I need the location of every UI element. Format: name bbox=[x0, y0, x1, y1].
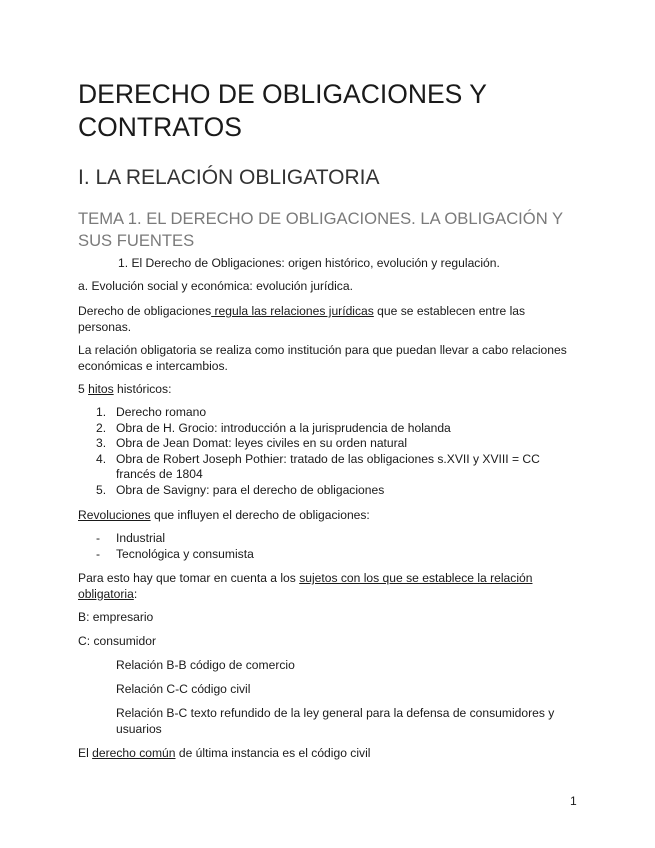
hitos-intro-underlined: hitos bbox=[88, 382, 114, 396]
relacion-bc: Relación B-C texto refundido de la ley general para la defensa de consumidores y usuarios bbox=[116, 706, 555, 736]
list-item-text: Derecho romano bbox=[116, 405, 207, 419]
list-item-number: 2. bbox=[96, 420, 107, 435]
subpoint-a: a. Evolución social y económica: evolución jurídica. bbox=[78, 279, 353, 293]
section-heading: I. LA RELACIÓN OBLIGATORIA bbox=[78, 166, 380, 189]
sujeto-consumidor: C: consumidor bbox=[78, 634, 156, 648]
list-dash: - bbox=[96, 546, 101, 561]
sujetos-paragraph bbox=[78, 571, 578, 602]
list-item-text: Industrial bbox=[116, 531, 166, 545]
revoluciones-rest: que influyen el derecho de obligaciones: bbox=[150, 508, 370, 522]
list-item-number: 1. bbox=[96, 405, 107, 419]
list-item bbox=[78, 452, 578, 483]
list-item-number: 3. bbox=[96, 436, 107, 450]
list-item bbox=[78, 436, 578, 452]
list-item bbox=[78, 421, 578, 437]
hitos-intro-number: 5 bbox=[78, 382, 89, 396]
sujeto-empresario: B: empresario bbox=[78, 610, 154, 624]
list-item-number: 4. bbox=[96, 451, 107, 466]
paragraph-definition-underlined: regula las relaciones jurídicas bbox=[211, 304, 374, 318]
list-item-text: Tecnológica y consumista bbox=[116, 546, 254, 561]
paragraph-definition-text: Derecho de obligaciones bbox=[78, 304, 212, 318]
page-number: 1 bbox=[570, 794, 577, 808]
paragraph-definition bbox=[78, 304, 578, 335]
derecho-comun-underlined: derecho común bbox=[92, 746, 176, 760]
revoluciones-underlined: Revoluciones bbox=[78, 508, 151, 522]
paragraph-relacion: La relación obligatoria se realiza como institución para que puedan llevar a cabo relaciones económicas e intercambios. bbox=[78, 343, 567, 373]
list-item bbox=[78, 483, 578, 499]
derecho-comun-text: El bbox=[78, 746, 93, 760]
sujetos-underlined: sujetos con los que se establece la relación obligatoria bbox=[78, 571, 533, 601]
sujetos-rest: : bbox=[133, 586, 138, 601]
list-item bbox=[78, 547, 578, 563]
list-item bbox=[78, 405, 578, 421]
derecho-comun-rest: de última instancia es el código civil bbox=[175, 746, 371, 760]
subheading-origin: 1. El Derecho de Obligaciones: origen histórico, evolución y regulación. bbox=[118, 256, 500, 270]
hitos-list bbox=[78, 405, 578, 498]
relacion-cc: Relación C-C código civil bbox=[116, 682, 251, 696]
revoluciones-intro bbox=[78, 508, 578, 524]
list-item-text: Obra de H. Grocio: introducción a la jurisprudencia de holanda bbox=[116, 420, 451, 435]
hitos-intro bbox=[78, 382, 578, 398]
revoluciones-list bbox=[78, 531, 578, 562]
topic-heading: TEMA 1. EL DERECHO DE OBLIGACIONES. LA OBLIGACIÓN Y SUS FUENTES bbox=[78, 209, 563, 250]
sujetos-text: Para esto hay que tomar en cuenta a los bbox=[78, 571, 300, 585]
list-item-text: Obra de Robert Joseph Pothier: tratado de las obligaciones s.XVII y XVIII = CC francés de 1804 bbox=[116, 451, 540, 481]
list-item-text: Obra de Savigny: para el derecho de obligaciones bbox=[116, 482, 385, 497]
list-item-text: Obra de Jean Domat: leyes civiles en su orden natural bbox=[116, 436, 408, 450]
document-title: DERECHO DE OBLIGACIONES Y CONTRATOS bbox=[78, 79, 487, 142]
list-dash: - bbox=[96, 531, 101, 545]
derecho-comun-paragraph bbox=[78, 746, 578, 762]
list-item-number: 5. bbox=[96, 482, 107, 497]
relacion-bb: Relación B-B código de comercio bbox=[116, 658, 295, 672]
paragraph-definition-rest: que se establecen entre las personas. bbox=[78, 304, 526, 334]
hitos-intro-rest: históricos: bbox=[113, 382, 172, 396]
list-item bbox=[78, 531, 578, 547]
